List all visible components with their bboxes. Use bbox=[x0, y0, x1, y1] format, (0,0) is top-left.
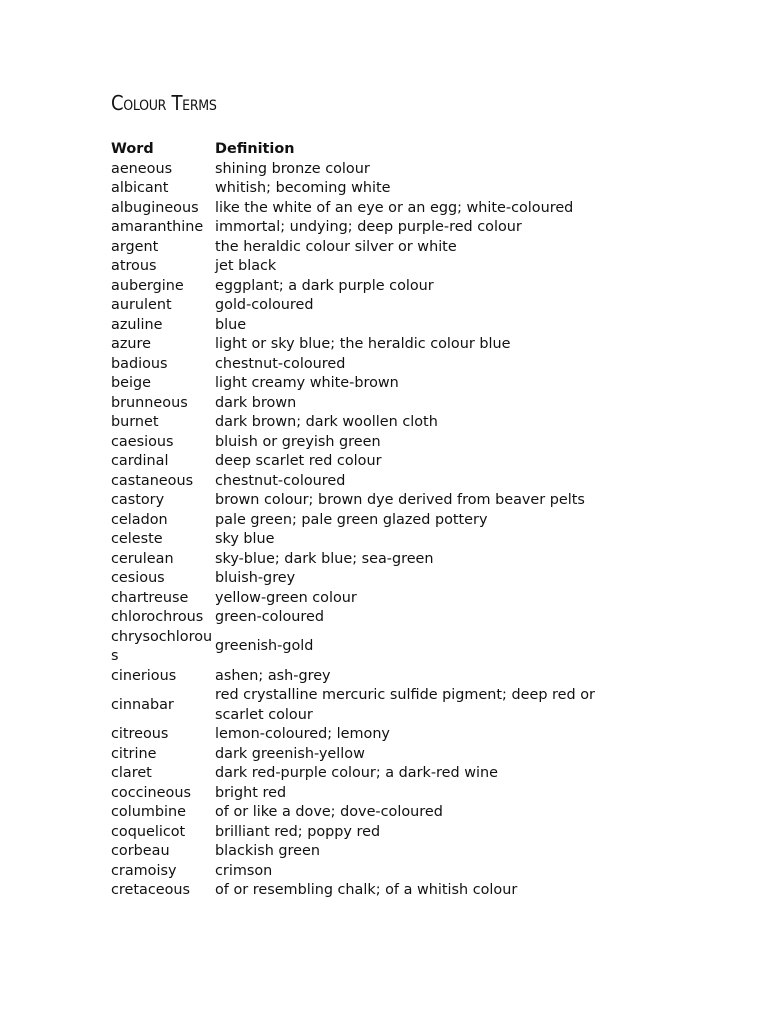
table-row bbox=[111, 179, 625, 199]
term-word: citrine bbox=[111, 745, 157, 762]
term-word: celadon bbox=[111, 511, 168, 528]
table-row bbox=[111, 725, 625, 745]
term-definition: chestnut-coloured bbox=[215, 355, 346, 372]
table-row bbox=[111, 218, 625, 238]
table-row bbox=[111, 881, 625, 901]
table-row bbox=[111, 452, 625, 472]
table-row bbox=[111, 257, 625, 277]
table-row bbox=[111, 784, 625, 804]
table-row bbox=[111, 667, 625, 687]
term-word: cinnabar bbox=[111, 696, 174, 713]
term-word: burnet bbox=[111, 414, 159, 430]
column-header-word: Word bbox=[111, 141, 154, 157]
term-definition: pale green; pale green glazed pottery bbox=[215, 511, 488, 528]
term-word: corbeau bbox=[111, 843, 170, 859]
term-definition: shining bronze colour bbox=[215, 160, 370, 177]
term-definition: red crystalline mercuric sulfide pigment; deep red or scarlet colour bbox=[215, 687, 595, 723]
term-word: claret bbox=[111, 765, 152, 781]
colour-terms-table bbox=[111, 140, 625, 901]
term-definition: deep scarlet red colour bbox=[215, 453, 382, 469]
term-word: cesious bbox=[111, 570, 165, 586]
term-word: atrous bbox=[111, 258, 157, 274]
table-row bbox=[111, 413, 625, 433]
term-definition: jet black bbox=[215, 258, 277, 274]
table-row bbox=[111, 608, 625, 628]
table-row bbox=[111, 394, 625, 414]
term-word: chlorochrous bbox=[111, 609, 204, 625]
term-word: beige bbox=[111, 375, 151, 391]
table-row bbox=[111, 803, 625, 823]
term-word: aurulent bbox=[111, 297, 172, 313]
table-header-row bbox=[111, 140, 625, 160]
term-word: azuline bbox=[111, 316, 163, 333]
term-definition: blue bbox=[215, 316, 247, 333]
term-definition: brilliant red; poppy red bbox=[215, 823, 381, 840]
term-word: cerulean bbox=[111, 550, 174, 567]
term-definition: sky blue bbox=[215, 531, 275, 547]
term-word: coccineous bbox=[111, 784, 191, 801]
column-header-definition: Definition bbox=[215, 141, 295, 157]
term-definition: eggplant; a dark purple colour bbox=[215, 277, 434, 294]
table-row bbox=[111, 160, 625, 180]
term-word: columbine bbox=[111, 804, 186, 820]
table-row bbox=[111, 823, 625, 843]
term-definition: gold-coloured bbox=[215, 297, 314, 313]
table-row bbox=[111, 374, 625, 394]
term-definition: greenish-gold bbox=[215, 638, 314, 655]
table-row bbox=[111, 238, 625, 258]
table-row bbox=[111, 764, 625, 784]
term-word: amaranthine bbox=[111, 219, 204, 235]
term-definition: light or sky blue; the heraldic colour blue bbox=[215, 336, 511, 352]
term-definition: chestnut-coloured bbox=[215, 472, 346, 489]
term-word: coquelicot bbox=[111, 823, 186, 840]
term-definition: brown colour; brown dye derived from beaver pelts bbox=[215, 492, 585, 508]
term-definition: light creamy white-brown bbox=[215, 375, 399, 391]
term-word: celeste bbox=[111, 531, 163, 547]
table-row bbox=[111, 433, 625, 453]
term-word: cramoisy bbox=[111, 862, 177, 879]
term-word: badious bbox=[111, 355, 168, 372]
term-definition: bright red bbox=[215, 784, 287, 801]
term-word: azure bbox=[111, 336, 151, 352]
table-row bbox=[111, 316, 625, 336]
term-definition: lemon-coloured; lemony bbox=[215, 726, 390, 742]
term-word: aeneous bbox=[111, 160, 173, 177]
term-definition: immortal; undying; deep purple-red colour bbox=[215, 219, 522, 235]
term-word: chartreuse bbox=[111, 589, 189, 606]
term-word: caesious bbox=[111, 433, 174, 450]
term-word: albugineous bbox=[111, 199, 199, 216]
term-definition: dark brown bbox=[215, 394, 297, 411]
table-row bbox=[111, 199, 625, 219]
term-definition: whitish; becoming white bbox=[215, 180, 391, 196]
table-row bbox=[111, 355, 625, 375]
table-row bbox=[111, 472, 625, 492]
term-word: cardinal bbox=[111, 453, 169, 469]
document-page bbox=[111, 88, 671, 901]
page-title: Colour Terms bbox=[111, 91, 217, 115]
term-word: castory bbox=[111, 492, 165, 508]
table-body bbox=[111, 160, 625, 901]
table-row bbox=[111, 589, 625, 609]
table-row bbox=[111, 530, 625, 550]
term-definition: ashen; ash-grey bbox=[215, 667, 331, 684]
term-word: cretaceous bbox=[111, 882, 191, 898]
table-row bbox=[111, 628, 625, 667]
table-row bbox=[111, 277, 625, 297]
term-definition: the heraldic colour silver or white bbox=[215, 238, 457, 255]
table-row bbox=[111, 686, 625, 725]
term-word: chrysochlorous bbox=[111, 628, 213, 664]
table-row bbox=[111, 296, 625, 316]
term-definition: of or resembling chalk; of a whitish colour bbox=[215, 882, 518, 898]
table-row bbox=[111, 550, 625, 570]
term-word: castaneous bbox=[111, 472, 194, 489]
table-row bbox=[111, 745, 625, 765]
term-word: brunneous bbox=[111, 394, 188, 411]
table-row bbox=[111, 842, 625, 862]
table-row bbox=[111, 569, 625, 589]
table-row bbox=[111, 491, 625, 511]
term-word: citreous bbox=[111, 726, 169, 742]
term-definition: sky-blue; dark blue; sea-green bbox=[215, 550, 434, 567]
term-definition: bluish or greyish green bbox=[215, 433, 381, 450]
table-row bbox=[111, 335, 625, 355]
table-row bbox=[111, 862, 625, 882]
term-word: aubergine bbox=[111, 277, 184, 294]
term-definition: yellow-green colour bbox=[215, 589, 357, 606]
term-definition: like the white of an eye or an egg; white-coloured bbox=[215, 199, 574, 216]
term-word: cinerious bbox=[111, 667, 177, 684]
term-definition: dark brown; dark woollen cloth bbox=[215, 414, 438, 430]
term-definition: dark red-purple colour; a dark-red wine bbox=[215, 765, 498, 781]
term-definition: dark greenish-yellow bbox=[215, 745, 365, 762]
table-row bbox=[111, 511, 625, 531]
term-word: albicant bbox=[111, 180, 169, 196]
term-definition: of or like a dove; dove-coloured bbox=[215, 804, 443, 820]
term-definition: blackish green bbox=[215, 843, 320, 859]
term-definition: green-coloured bbox=[215, 609, 324, 625]
term-word: argent bbox=[111, 238, 159, 255]
term-definition: crimson bbox=[215, 862, 273, 879]
term-definition: bluish-grey bbox=[215, 570, 296, 586]
